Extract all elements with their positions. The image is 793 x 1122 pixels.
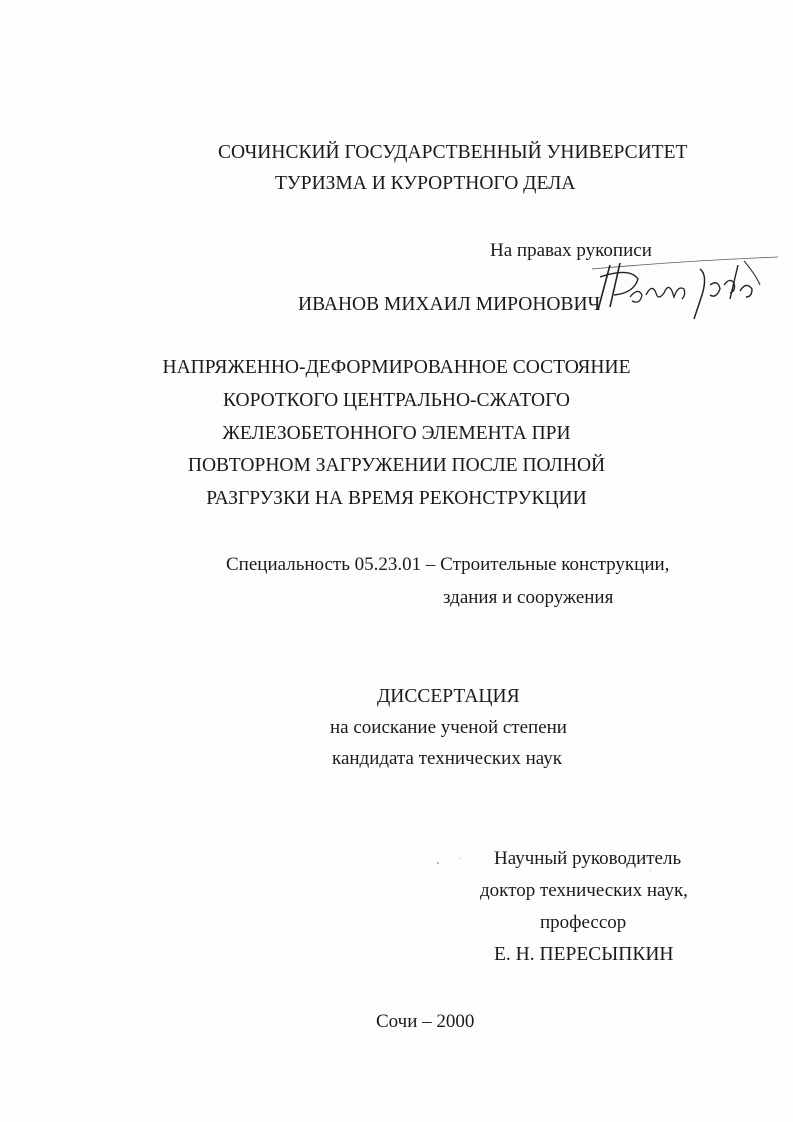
scan-speck [460,858,461,859]
degree-purpose-line: на соискание ученой степени [330,717,567,738]
supervisor-rank: профессор [540,912,627,933]
title-line-5: РАЗГРУЗКИ НА ВРЕМЯ РЕКОНСТРУКЦИИ [206,488,587,509]
manuscript-rights-note: На правах рукописи [490,240,652,261]
scan-speck [650,870,651,871]
scan-speck [437,862,439,864]
specialty-line-2: здания и сооружения [443,587,614,608]
supervisor-degree: доктор технических наук, [480,880,688,901]
title-line-3: ЖЕЛЕЗОБЕТОННОГО ЭЛЕМЕНТА ПРИ [222,423,571,444]
place-and-year: Сочи – 2000 [376,1011,475,1032]
author-signature [590,255,780,325]
author-name: ИВАНОВ МИХАИЛ МИРОНОВИЧ [298,294,601,315]
university-name-line-2: ТУРИЗМА И КУРОРТНОГО ДЕЛА [275,173,576,194]
degree-name-line: кандидата технических наук [332,748,562,769]
title-line-1: НАПРЯЖЕННО-ДЕФОРМИРОВАННОЕ СОСТОЯНИЕ [162,357,631,378]
specialty-line-1: Специальность 05.23.01 – Строительные конструкции, [226,554,670,575]
supervisor-name: Е. Н. ПЕРЕСЫПКИН [494,944,674,965]
title-line-2: КОРОТКОГО ЦЕНТРАЛЬНО-СЖАТОГО [223,390,570,411]
university-name-line-1: СОЧИНСКИЙ ГОСУДАРСТВЕННЫЙ УНИВЕРСИТЕТ [218,142,688,163]
title-line-4: ПОВТОРНОМ ЗАГРУЖЕНИИ ПОСЛЕ ПОЛНОЙ [187,455,606,476]
dissertation-heading: ДИССЕРТАЦИЯ [377,686,520,707]
supervisor-role: Научный руководитель [494,848,682,869]
